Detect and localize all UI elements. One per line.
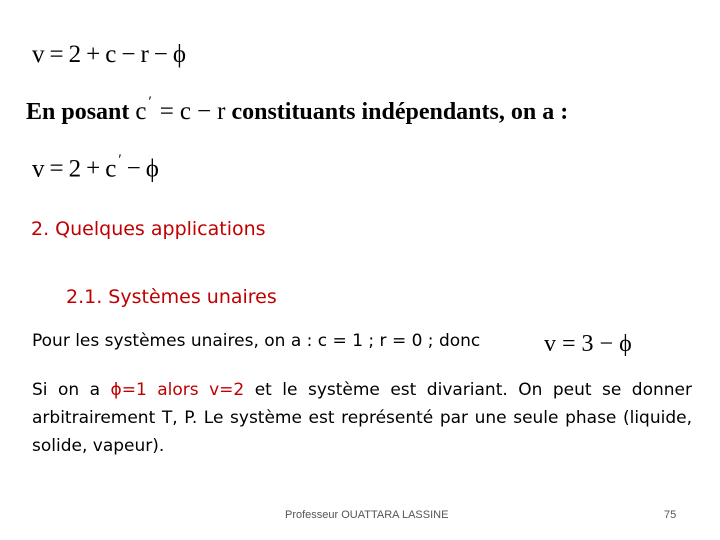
equation-reduced (32, 152, 159, 183)
eq-operator: − (126, 155, 141, 183)
section-heading: 2. Quelques applications (31, 218, 266, 240)
paragraph-intro: Si on a (32, 380, 101, 400)
unaires-equation: v = 3 − ϕ (544, 331, 632, 357)
subsection-heading: 2.1. Systèmes unaires (66, 286, 277, 308)
eq-term: c (179, 98, 191, 125)
unaires-text: Pour les systèmes unaires, on a : c = 1 ; r = 0 ; donc (32, 331, 481, 351)
posant-prefix: En posant (26, 99, 130, 125)
divariant-paragraph (32, 376, 692, 460)
prime-mark: ′ (118, 152, 122, 168)
eq-variable: v (32, 155, 45, 183)
paragraph-rest: et le système est divariant. On peut se donner arbitrairement T, P. Le système est représenté par une seule phase (liquide, solide, vapeur). (32, 380, 692, 456)
eq-term: c (105, 41, 117, 68)
eq-variable: v (32, 41, 45, 68)
highlighted-condition: ϕ=1 alors v=2 (110, 380, 245, 400)
eq-operator: = (49, 41, 64, 68)
eq-operator: − (121, 41, 136, 68)
page-number: 75 (664, 509, 677, 521)
eq-term: 2 (68, 41, 82, 68)
posant-suffix: constituants indépendants, on a : (231, 99, 569, 125)
posant-line (26, 94, 569, 125)
eq-operator: = (159, 98, 174, 125)
equation-phase-rule (32, 42, 186, 67)
eq-term: r (140, 41, 149, 68)
eq-term: c (105, 155, 117, 183)
eq-operator: − (197, 98, 212, 125)
eq-operator: + (86, 41, 101, 68)
eq-operator: = (49, 155, 64, 183)
eq-operator: − (153, 41, 168, 68)
eq-operator: + (86, 155, 101, 183)
eq-term: ϕ (145, 155, 159, 183)
footer-author: Professeur OUATTARA LASSINE (285, 509, 449, 521)
eq-term: ϕ (172, 41, 187, 68)
eq-term: 2 (68, 155, 82, 183)
eq-term: c (135, 98, 147, 125)
prime-mark: ′ (148, 94, 152, 110)
eq-term: r (217, 98, 226, 125)
